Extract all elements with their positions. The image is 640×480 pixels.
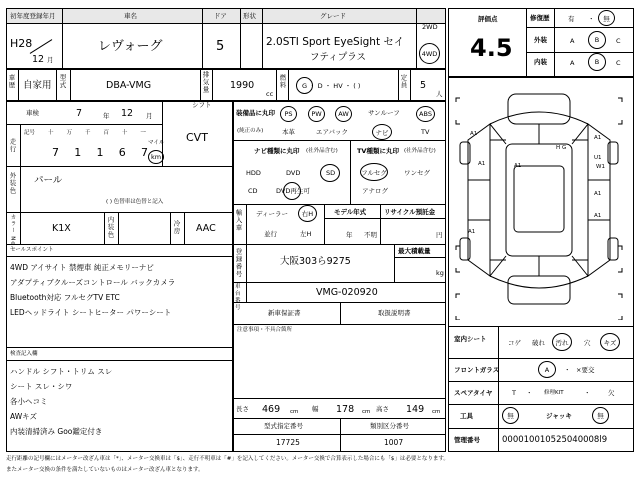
seat-koge: コゲ — [508, 339, 521, 347]
divider — [6, 124, 162, 125]
import-righth-circle — [298, 205, 317, 222]
class-num-label: 類別区分番号 — [370, 422, 409, 430]
import-label: 輸入車 — [234, 209, 243, 232]
ac-label: 冷房 — [172, 220, 181, 235]
selling-line: アダプティブクルーズコントロール バックカメラ — [10, 278, 176, 287]
management-value: 000010010525040008l9 — [502, 435, 608, 445]
management-label: 管理番号 — [454, 436, 480, 444]
car-body-diagram — [450, 80, 632, 320]
repair-none-circle — [598, 10, 615, 26]
digit-label: 記号 — [24, 130, 36, 136]
navi-sd-circle — [320, 164, 340, 182]
registration-label: 登録番号 — [234, 248, 243, 278]
inspector-label: 検査記入欄 — [10, 351, 38, 357]
diag-mark: U1 — [594, 155, 602, 161]
shift-label: シフト — [192, 101, 212, 109]
divider — [394, 244, 395, 282]
model-value: DBA-VMG — [106, 80, 152, 91]
width-unit: cm — [362, 409, 371, 415]
spare-dot: ・ — [526, 389, 533, 397]
divider — [340, 418, 341, 452]
tv-fullseg-circle — [360, 163, 388, 181]
repair-none: 無 — [603, 14, 610, 23]
inspector-line: 内装清掃済み Goo鑑定付き — [10, 427, 103, 436]
divider — [276, 68, 277, 100]
height-unit: cm — [432, 409, 441, 415]
divider — [380, 204, 381, 244]
mileage-digit-labels — [24, 128, 146, 136]
divider — [448, 428, 634, 429]
manual-label: 取扱説明書 — [378, 309, 411, 317]
divider — [232, 204, 446, 205]
doors-value: 5 — [216, 39, 225, 54]
divider — [232, 434, 446, 435]
model-year-label: モデル年式 — [334, 208, 367, 216]
int-b: B — [594, 58, 600, 66]
inspector-line: シート スレ・シワ — [10, 382, 73, 391]
ext-c: C — [616, 37, 621, 45]
doors-label: ドア — [214, 12, 227, 20]
tv-analog: アナログ — [362, 187, 388, 195]
navi-hdd: HDD — [246, 169, 261, 177]
divider — [232, 282, 446, 283]
divider — [448, 358, 634, 359]
type-num-value: 17725 — [276, 438, 300, 447]
digit-label: 一 — [140, 130, 146, 136]
drive-2wd: 2WD — [422, 23, 438, 31]
seat-kizu: キズ — [603, 338, 617, 347]
equip-abs: ABS — [419, 110, 432, 118]
car-name: レヴォーグ — [98, 39, 163, 54]
max-load-label: 最大積載量 — [398, 247, 431, 255]
int-a: A — [570, 59, 575, 67]
drive-4wd-circle — [419, 43, 440, 64]
divider — [20, 212, 21, 244]
height-value: 149 — [406, 404, 425, 415]
divider — [240, 8, 241, 68]
mileage-digit: 1 — [74, 146, 82, 159]
selling-line: 4WD アイサイト 禁煙車 純正メモリーナビ — [10, 263, 154, 272]
color-code-label: カラー No. — [9, 214, 16, 249]
divider — [246, 244, 247, 282]
shift-value: CVT — [186, 131, 208, 144]
chassis-value: VMG-020920 — [316, 287, 378, 298]
first-reg-era: H28 — [10, 37, 33, 50]
divider — [6, 68, 446, 70]
divider — [20, 124, 21, 166]
repair-yes: 有 — [568, 15, 575, 23]
length-unit: cm — [290, 409, 299, 415]
divider — [350, 140, 351, 204]
inspection-label: 車検 — [26, 109, 39, 117]
equip-aw-circle — [335, 106, 352, 122]
drive-4wd: 4WD — [421, 49, 438, 58]
registration-value: 大阪303ら9275 — [280, 256, 351, 267]
divider — [416, 8, 417, 68]
exterior-label: 外装色 — [8, 172, 17, 195]
inspection-year-unit: 年 — [103, 112, 110, 120]
tv-label: TV種類に丸印 — [357, 147, 399, 155]
model-label: 型式 — [58, 74, 67, 89]
usage-label: 車歴 — [7, 74, 16, 89]
digit-label: 十 — [121, 130, 128, 136]
diag-mark: W1 — [596, 164, 605, 170]
navi-cd: CD — [248, 187, 258, 195]
divider — [448, 381, 634, 382]
diag-mark: A1 — [594, 135, 602, 141]
divider — [232, 418, 446, 419]
digit-label: 万 — [66, 130, 72, 136]
diag-mark: A1 — [514, 163, 522, 169]
import-left-h: 左H — [300, 230, 312, 238]
capacity-value: 5 — [420, 80, 427, 91]
length-value: 469 — [262, 404, 281, 415]
recycle-label: リサイクル預託金 — [384, 208, 436, 216]
grade-line2: フティプラス — [310, 52, 366, 63]
tools-none: 無 — [507, 412, 514, 420]
glass-replace: ×要交 — [576, 366, 595, 374]
selling-line: Bluetooth対応 フルセグTV ETC — [10, 293, 120, 302]
divider — [554, 8, 555, 76]
equip-aw: AW — [338, 110, 349, 118]
jack-none: 無 — [597, 412, 604, 420]
digit-label: 十 — [47, 130, 54, 136]
digit-label: 千 — [84, 130, 91, 136]
diag-mark: H — [556, 145, 561, 151]
seat-yabure: 破れ — [532, 339, 545, 347]
glass-dot: ・ — [564, 366, 571, 374]
equip-ps-circle — [280, 106, 297, 122]
seat-yogore: 汚れ — [555, 338, 569, 347]
equipment-sublabel: (純正のみ) — [237, 128, 264, 134]
divider — [212, 68, 213, 100]
seat-label: 室内シート — [454, 335, 487, 343]
spare-kit: 修理KIT — [544, 390, 564, 396]
equipment-label: 装備品に丸印 — [236, 109, 275, 117]
exterior-color: パール — [34, 175, 63, 186]
score-label: 評価点 — [478, 15, 498, 23]
first-reg-label: 初年度登録年月 — [10, 12, 56, 20]
navi-label: ナビ種類に丸印 — [254, 147, 300, 155]
displacement-unit: cc — [266, 90, 274, 98]
spare-label: スペアタイヤ — [454, 389, 493, 397]
divider — [62, 8, 63, 68]
repair-dot: ・ — [588, 15, 595, 23]
model-year-year: 年 — [346, 231, 353, 239]
glass-label: フロントガラス — [454, 366, 500, 374]
footer-line2: またメーター交換の条件を満たしていないものはメーター改ざん車となります。 — [6, 467, 204, 473]
divider — [324, 218, 446, 219]
divider — [246, 282, 247, 302]
divider — [526, 52, 634, 53]
inspection-month: 12 — [121, 108, 134, 119]
spare-none: 欠 — [608, 389, 615, 397]
divider — [202, 8, 203, 68]
mileage-label: 走行 — [8, 138, 17, 153]
grade-line1: 2.0STI Sport EyeSight セイ — [266, 36, 405, 48]
interior-grade-label: 内装 — [534, 58, 547, 66]
divider — [56, 68, 57, 100]
tv-oneseg: ワンセグ — [404, 169, 430, 177]
divider — [340, 302, 341, 324]
seat-yogore-circle — [552, 333, 572, 351]
interior-color-label: 内装色 — [106, 216, 115, 239]
divider — [448, 404, 634, 405]
divider — [6, 212, 232, 213]
divider — [70, 68, 71, 100]
diag-mark: A1 — [594, 213, 602, 219]
diag-mark: A1 — [478, 161, 486, 167]
glass-a-circle — [538, 361, 556, 378]
divider — [246, 204, 247, 244]
divider — [232, 100, 234, 452]
import-dealer: ディーラー — [256, 210, 288, 218]
divider — [288, 68, 289, 100]
first-reg-month-unit: 月 — [47, 56, 54, 64]
type-num-label: 型式指定番号 — [264, 422, 303, 430]
selling-line: LEDヘッドライト シートヒーター パワーシート — [10, 308, 172, 317]
car-name-label: 車名 — [124, 12, 137, 20]
jack-label: ジャッキ — [546, 412, 572, 420]
equip-airbag: エアバック — [316, 128, 348, 136]
mileage-digit: 1 — [96, 146, 104, 159]
fuel-g-circle — [296, 77, 313, 94]
divider — [6, 347, 232, 348]
shape-label: 形状 — [243, 12, 256, 20]
divider — [398, 68, 399, 100]
fuel-label: 燃料 — [278, 74, 287, 89]
first-reg-month: 12 — [32, 54, 45, 65]
fuel-options: G ・ D ・ HV ・ ( ) — [302, 82, 361, 90]
footer-line1: 走行距離の記号欄にはメーター改ざん車は「*」、メーター交換車は「$」、走行不明車は「#」を記入してください。メーター交換で合算表示した場合にも「$」は必要となります。 — [6, 456, 449, 462]
navi-dvdplay-circle — [283, 182, 301, 200]
digit-label: 百 — [103, 130, 109, 136]
divider — [104, 212, 105, 244]
ext-b-circle — [588, 31, 606, 49]
divider — [118, 212, 119, 244]
divider — [6, 100, 446, 102]
navi-label-note: (社外品含む) — [306, 148, 338, 154]
chassis-label: 車台番号 — [235, 284, 241, 311]
class-num-value: 1007 — [384, 438, 404, 447]
diag-mark: A1 — [470, 131, 478, 137]
equip-sunroof: サンルーフ — [368, 109, 400, 117]
max-load-unit: kg — [436, 269, 444, 277]
import-right-h: 右H — [301, 210, 314, 218]
inspector-line: ハンドル シフト・トリム スレ — [10, 367, 113, 376]
divider — [232, 398, 446, 399]
equip-tv: TV — [421, 128, 430, 136]
selling-label: セールスポイント — [10, 247, 54, 253]
divider — [6, 360, 232, 361]
equip-leather: 本革 — [282, 128, 295, 136]
divider — [232, 140, 446, 141]
int-c: C — [616, 59, 621, 67]
tools-none-circle — [502, 407, 519, 424]
inspector-line: AWキズ — [10, 412, 37, 421]
divider — [232, 244, 446, 245]
import-parallel: 並行 — [264, 230, 277, 238]
length-label: 長さ — [236, 405, 249, 413]
divider — [262, 8, 263, 68]
height-label: 高さ — [376, 405, 389, 413]
navi-dvd: DVD — [286, 169, 301, 177]
divider — [184, 212, 185, 244]
divider — [170, 212, 171, 244]
equip-ps: PS — [284, 110, 293, 118]
inspection-year: 7 — [76, 108, 83, 119]
mileage-mile: マイル — [148, 140, 165, 146]
warranty-label: 新車保証書 — [268, 309, 301, 317]
repair-label: 修復歴 — [530, 14, 550, 22]
divider — [20, 166, 21, 212]
color-code-value: K1X — [52, 223, 71, 234]
recycle-unit: 円 — [436, 231, 443, 239]
capacity-label: 定員 — [399, 74, 408, 89]
equip-pw: PW — [311, 110, 322, 118]
displacement-label: 排気量 — [201, 71, 210, 94]
divider — [324, 204, 325, 244]
divider — [448, 76, 634, 78]
mileage-digit: 7 — [141, 146, 148, 159]
divider — [410, 68, 411, 100]
usage-value: 自家用 — [23, 80, 52, 91]
grade-label: グレード — [320, 12, 346, 20]
model-year-unknown: 不明 — [364, 231, 377, 239]
diag-mark: A1 — [468, 229, 476, 235]
divider — [6, 256, 232, 257]
navi-sd: SD — [326, 169, 336, 177]
mileage-digit: 7 — [52, 146, 59, 159]
exterior-note: ( ) 色替車は色替と記入 — [106, 199, 164, 205]
navi-dvd-play: DVD再生可 — [276, 187, 310, 195]
displacement-value: 1990 — [230, 80, 255, 91]
divider — [232, 324, 446, 325]
inspector-line: 各小ヘコミ — [10, 397, 48, 406]
mileage-digit: 6 — [118, 146, 126, 159]
divider — [18, 68, 19, 100]
exterior-grade-label: 外装 — [534, 36, 547, 44]
diag-mark: G — [562, 145, 567, 151]
tv-label-note: (社外品含む) — [404, 148, 436, 154]
equip-abs-circle — [416, 106, 435, 122]
seat-kizu-circle — [600, 333, 620, 351]
divider — [6, 23, 446, 24]
equip-navi: ナビ — [375, 128, 389, 137]
tv-fullseg: フルセグ — [361, 168, 387, 177]
ext-a: A — [570, 37, 575, 45]
divider — [6, 166, 232, 167]
mileage-km-circle — [148, 150, 164, 164]
notes-label: 注意事項・不具合箇所 — [237, 327, 293, 333]
tools-label: 工具 — [460, 412, 473, 420]
divider — [394, 257, 446, 258]
spare-dot2: ・ — [584, 389, 591, 397]
divider — [526, 8, 527, 76]
divider — [6, 244, 232, 245]
equip-pw-circle — [308, 106, 325, 122]
jack-none-circle — [592, 407, 609, 424]
divider — [448, 326, 634, 327]
inspection-month-unit: 月 — [146, 112, 153, 120]
diag-mark: A1 — [594, 191, 602, 197]
score-value: 4.5 — [470, 34, 513, 62]
divider — [526, 27, 634, 28]
mileage-digits — [52, 146, 148, 159]
glass-a: A — [544, 365, 550, 374]
divider — [232, 302, 446, 303]
seat-ana: 穴 — [584, 339, 591, 347]
width-label: 幅 — [312, 405, 319, 413]
ac-value: AAC — [196, 223, 216, 234]
spare-t: T — [512, 389, 516, 397]
capacity-unit: 人 — [436, 90, 443, 98]
mileage-km: km — [150, 153, 162, 161]
ext-b: B — [594, 36, 600, 44]
equip-navi-circle — [372, 124, 392, 140]
divider — [200, 68, 201, 100]
width-value: 178 — [336, 404, 355, 415]
int-b-circle — [588, 53, 606, 71]
divider — [498, 326, 499, 452]
